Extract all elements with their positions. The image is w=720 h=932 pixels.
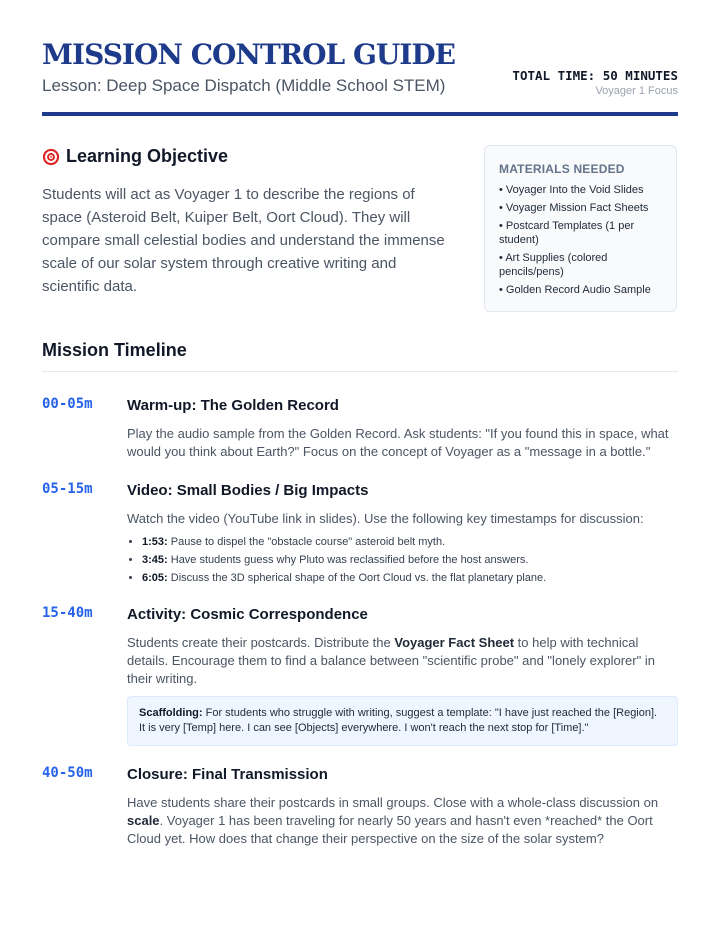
timestamp-text: Pause to dispel the "obstacle course" asteroid belt myth.	[167, 536, 446, 548]
timeline-body	[127, 481, 678, 587]
total-time: TOTAL TIME: 50 MINUTES	[512, 68, 678, 83]
timeline-body	[127, 605, 678, 746]
text-segment: to help with technical details. Encourage them to find a balance between "scientific probe" and "lonely explorer" in their writing.	[127, 635, 655, 686]
materials-item: • Voyager Mission Fact Sheets	[499, 201, 662, 215]
timestamp-label: 1:53:	[142, 536, 168, 548]
timestamp-item	[142, 551, 678, 569]
timeline-body	[127, 396, 678, 461]
timeline-time: 00-05m	[42, 396, 93, 412]
objective-title: Learning Objective	[66, 146, 229, 166]
objective-heading	[42, 146, 228, 167]
materials-item: • Art Supplies (colored pencils/pens)	[499, 251, 662, 279]
timeline-text: Play the audio sample from the Golden Record. Ask students: "If you found this in space, what would you think about Earth?" Focus on the concept of Voyager as a "message in a bottle."	[127, 426, 669, 459]
timestamp-text: Have students guess why Pluto was reclassified before the host answers.	[167, 554, 529, 566]
page-header	[42, 0, 678, 116]
materials-item: • Voyager Into the Void Slides	[499, 183, 662, 197]
scaffolding-callout	[127, 696, 678, 746]
materials-item: • Golden Record Audio Sample	[499, 283, 662, 297]
timeline-time: 05-15m	[42, 481, 93, 497]
text-segment: Students create their postcards. Distribute the	[127, 635, 395, 650]
text-segment: . Voyager 1 has been traveling for nearly 50 years and hasn't even *reached* the Oort Cloud yet. How does that change their perspective on the size of the solar system?	[127, 813, 653, 846]
timeline-heading: Closure: Final Transmission	[127, 766, 328, 783]
scaffolding-text: For students who struggle with writing, suggest a template: "I have just reached the [Region]. It is very [Temp] here. I can see [Objects] everywhere. I won't reach the next stop for [Time]."	[139, 707, 658, 734]
materials-panel	[484, 145, 677, 312]
timestamp-label: 3:45:	[142, 554, 168, 566]
scale-emphasis: scale	[127, 813, 160, 828]
page-title: MISSION CONTROL GUIDE	[42, 38, 455, 71]
timeline-body	[127, 765, 678, 848]
timestamp-item	[142, 533, 678, 551]
target-icon	[42, 148, 60, 166]
focus-label: Voyager 1 Focus	[595, 85, 678, 97]
timestamp-list	[127, 533, 678, 587]
materials-list	[499, 183, 662, 297]
timeline-heading: Warm-up: The Golden Record	[127, 397, 339, 414]
timeline-time: 15-40m	[42, 605, 93, 621]
scaffolding-label: Scaffolding:	[139, 707, 203, 719]
text-segment: Have students share their postcards in small groups. Close with a whole-class discussion on	[127, 795, 659, 810]
objective-text: Students will act as Voyager 1 to describe the regions of space (Asteroid Belt, Kuiper Belt, Oort Cloud). They will compare small celestial bodies and understand the immense scale of our solar system through creative writing and scientific data.	[42, 186, 445, 295]
timeline-text	[127, 634, 678, 688]
timeline-heading: Activity: Cosmic Correspondence	[127, 606, 368, 623]
materials-title: MATERIALS NEEDED	[499, 162, 625, 176]
timeline-text: Watch the video (YouTube link in slides). Use the following key timestamps for discussion:	[127, 511, 644, 526]
timeline-title: Mission Timeline	[42, 340, 187, 360]
timestamp-item	[142, 569, 678, 587]
timeline-heading: Video: Small Bodies / Big Impacts	[127, 482, 369, 499]
timestamp-text: Discuss the 3D spherical shape of the Oort Cloud vs. the flat planetary plane.	[167, 572, 547, 584]
header-divider	[42, 112, 678, 116]
timeline-divider	[42, 371, 678, 372]
timestamp-label: 6:05:	[142, 572, 168, 584]
fact-sheet-emphasis: Voyager Fact Sheet	[394, 635, 515, 650]
lesson-subtitle: Lesson: Deep Space Dispatch (Middle School STEM)	[42, 76, 446, 95]
materials-item: • Postcard Templates (1 per student)	[499, 219, 662, 247]
timeline-time: 40-50m	[42, 765, 93, 781]
timeline-text	[127, 794, 678, 848]
